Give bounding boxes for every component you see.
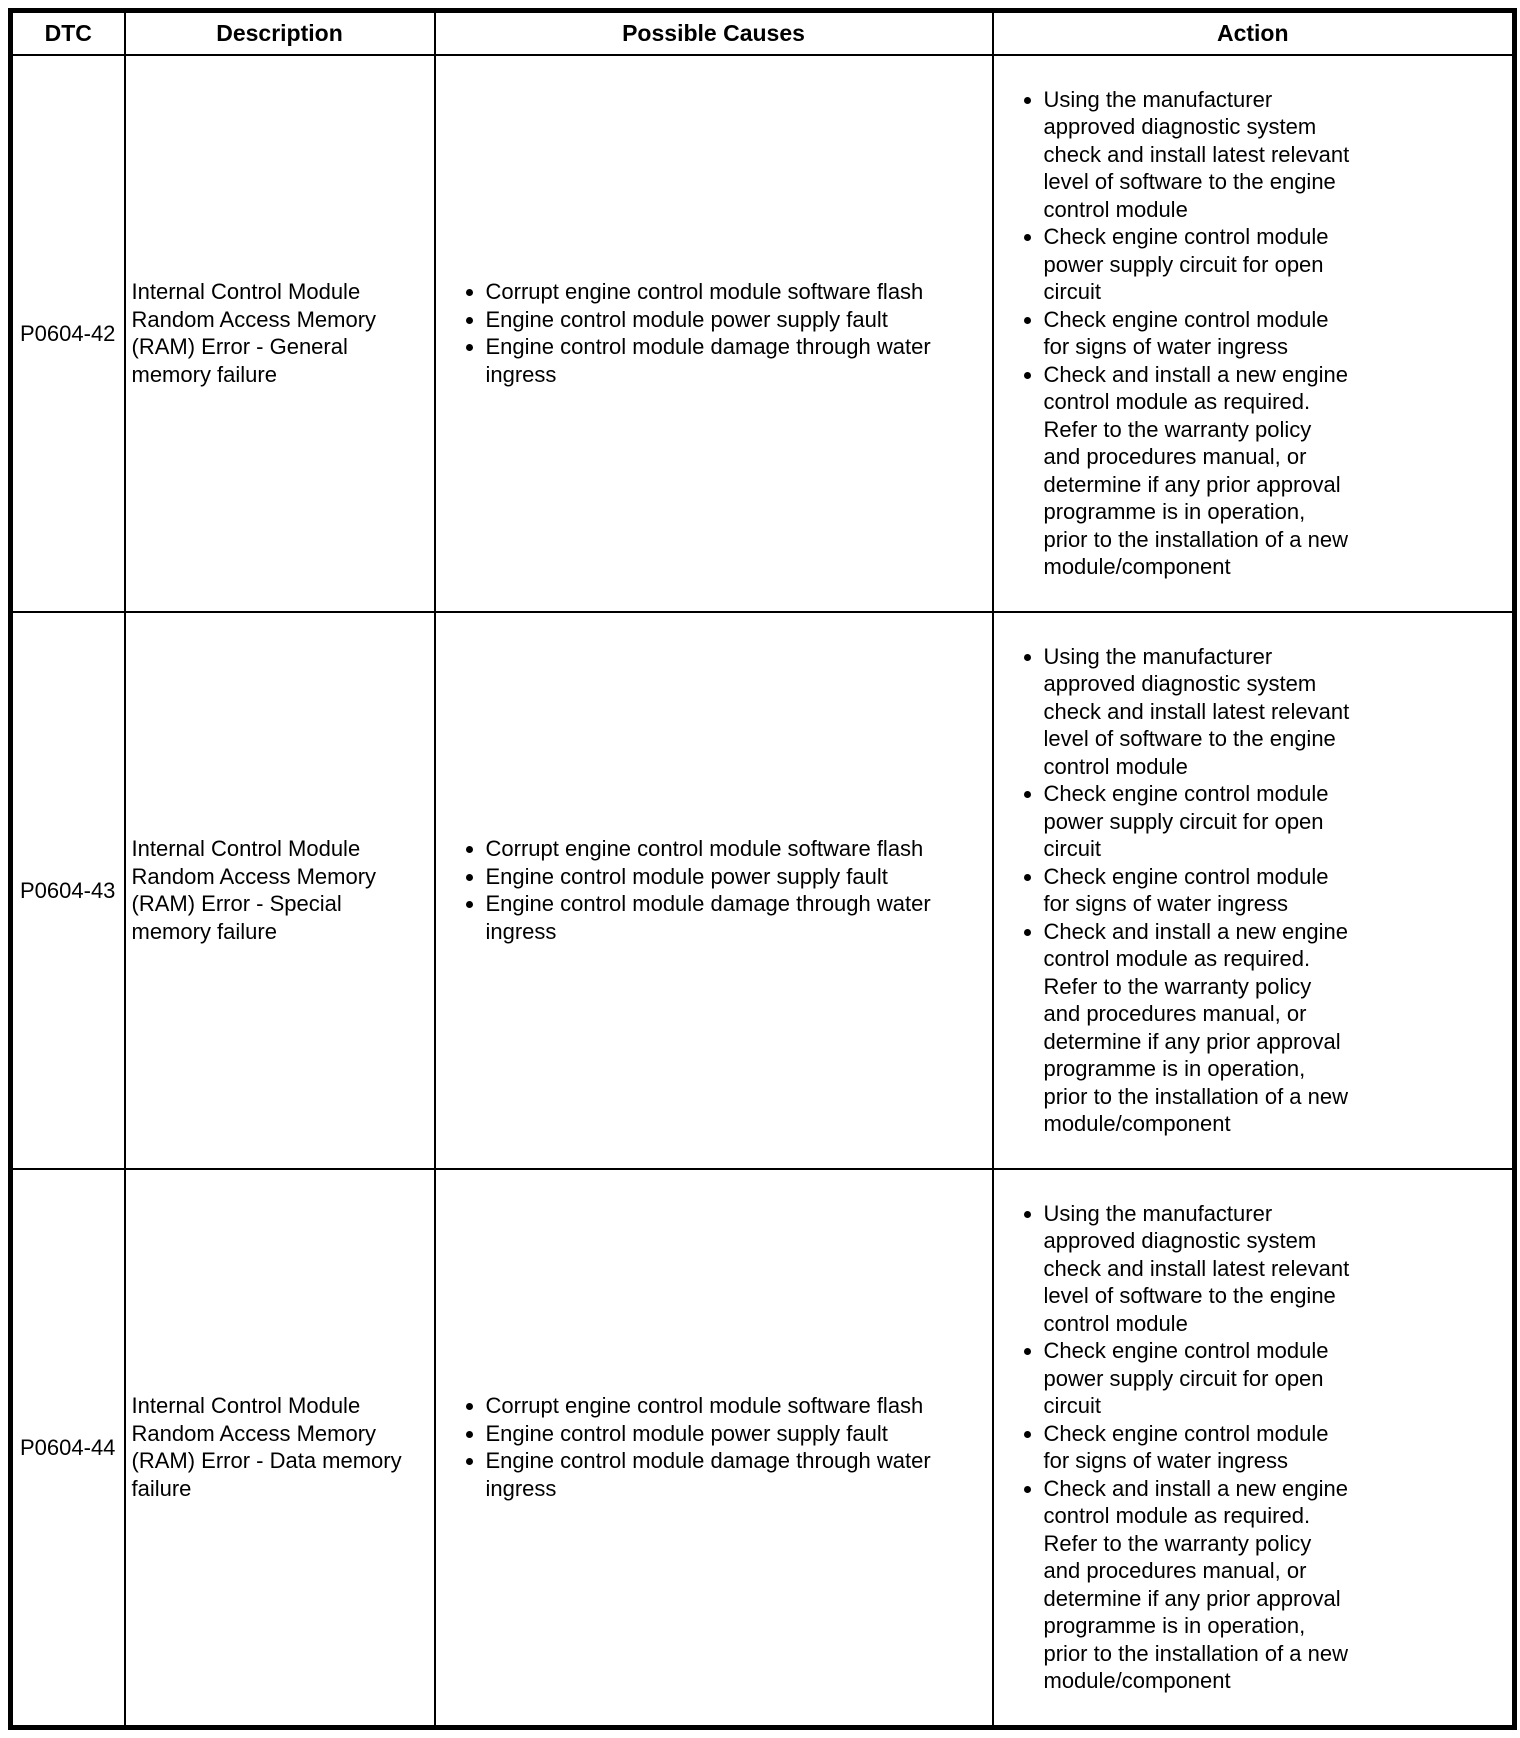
causes-list (442, 835, 986, 945)
description-cell (125, 1169, 435, 1728)
possible-causes-cell (435, 1169, 993, 1728)
table-row (11, 612, 1515, 1169)
col-header-possible-causes: Possible Causes (435, 11, 993, 55)
table-row (11, 1169, 1515, 1728)
cause-item: • Corrupt engine control module software flash (486, 278, 956, 306)
action-item: • Check engine control module for signs of water ingress (1044, 1420, 1353, 1475)
action-item: • Using the manufacturer approved diagnostic system check and install latest relevant level of software to the engine control module (1044, 643, 1353, 781)
cause-item: • Engine control module power supply fault (486, 306, 956, 334)
action-item: • Check engine control module power supply circuit for open circuit (1044, 1337, 1353, 1420)
cause-item: • Engine control module damage through water ingress (486, 333, 956, 388)
table-body (11, 55, 1515, 1728)
col-header-dtc: DTC (11, 11, 125, 55)
cause-item: • Engine control module power supply fault (486, 1420, 956, 1448)
action-cell (993, 612, 1515, 1169)
action-item: • Check engine control module power supply circuit for open circuit (1044, 780, 1353, 863)
header-row (11, 11, 1515, 55)
possible-causes-cell (435, 55, 993, 612)
actions-list (1000, 643, 1507, 1138)
cause-item: • Engine control module power supply fault (486, 863, 956, 891)
action-item: • Using the manufacturer approved diagnostic system check and install latest relevant level of software to the engine control module (1044, 86, 1353, 224)
cause-item: • Corrupt engine control module software flash (486, 835, 956, 863)
dtc-cell: P0604-42 (11, 55, 125, 612)
action-item: • Check and install a new engine control module as required. Refer to the warranty policy and procedures manual, or determine if any prior approval programme is in operation, prior to the installation of a new module/component (1044, 918, 1353, 1138)
dtc-table (8, 8, 1517, 1730)
action-item: • Check and install a new engine control module as required. Refer to the warranty policy and procedures manual, or determine if any prior approval programme is in operation, prior to the installation of a new module/component (1044, 361, 1353, 581)
table-header (11, 11, 1515, 55)
actions-list (1000, 1200, 1507, 1695)
description-cell (125, 612, 435, 1169)
description-text: Internal Control Module Random Access Memory (RAM) Error - Special memory failure (131, 836, 377, 944)
actions-list (1000, 86, 1507, 581)
description-cell (125, 55, 435, 612)
col-header-description: Description (125, 11, 435, 55)
cause-item: • Corrupt engine control module software flash (486, 1392, 956, 1420)
dtc-cell: P0604-43 (11, 612, 125, 1169)
action-cell (993, 55, 1515, 612)
action-item: • Check engine control module power supply circuit for open circuit (1044, 223, 1353, 306)
cause-item: • Engine control module damage through water ingress (486, 1447, 956, 1502)
causes-list (442, 278, 986, 388)
col-header-action: Action (993, 11, 1515, 55)
cause-item: • Engine control module damage through water ingress (486, 890, 956, 945)
dtc-cell: P0604-44 (11, 1169, 125, 1728)
table-row (11, 55, 1515, 612)
action-item: • Check and install a new engine control module as required. Refer to the warranty policy and procedures manual, or determine if any prior approval programme is in operation, prior to the installation of a new module/component (1044, 1475, 1353, 1695)
action-item: • Using the manufacturer approved diagnostic system check and install latest relevant level of software to the engine control module (1044, 1200, 1353, 1338)
action-item: • Check engine control module for signs of water ingress (1044, 863, 1353, 918)
description-text: Internal Control Module Random Access Memory (RAM) Error - Data memory failure (131, 1393, 402, 1501)
causes-list (442, 1392, 986, 1502)
possible-causes-cell (435, 612, 993, 1169)
action-item: • Check engine control module for signs of water ingress (1044, 306, 1353, 361)
description-text: Internal Control Module Random Access Memory (RAM) Error - General memory failure (131, 279, 377, 387)
action-cell (993, 1169, 1515, 1728)
